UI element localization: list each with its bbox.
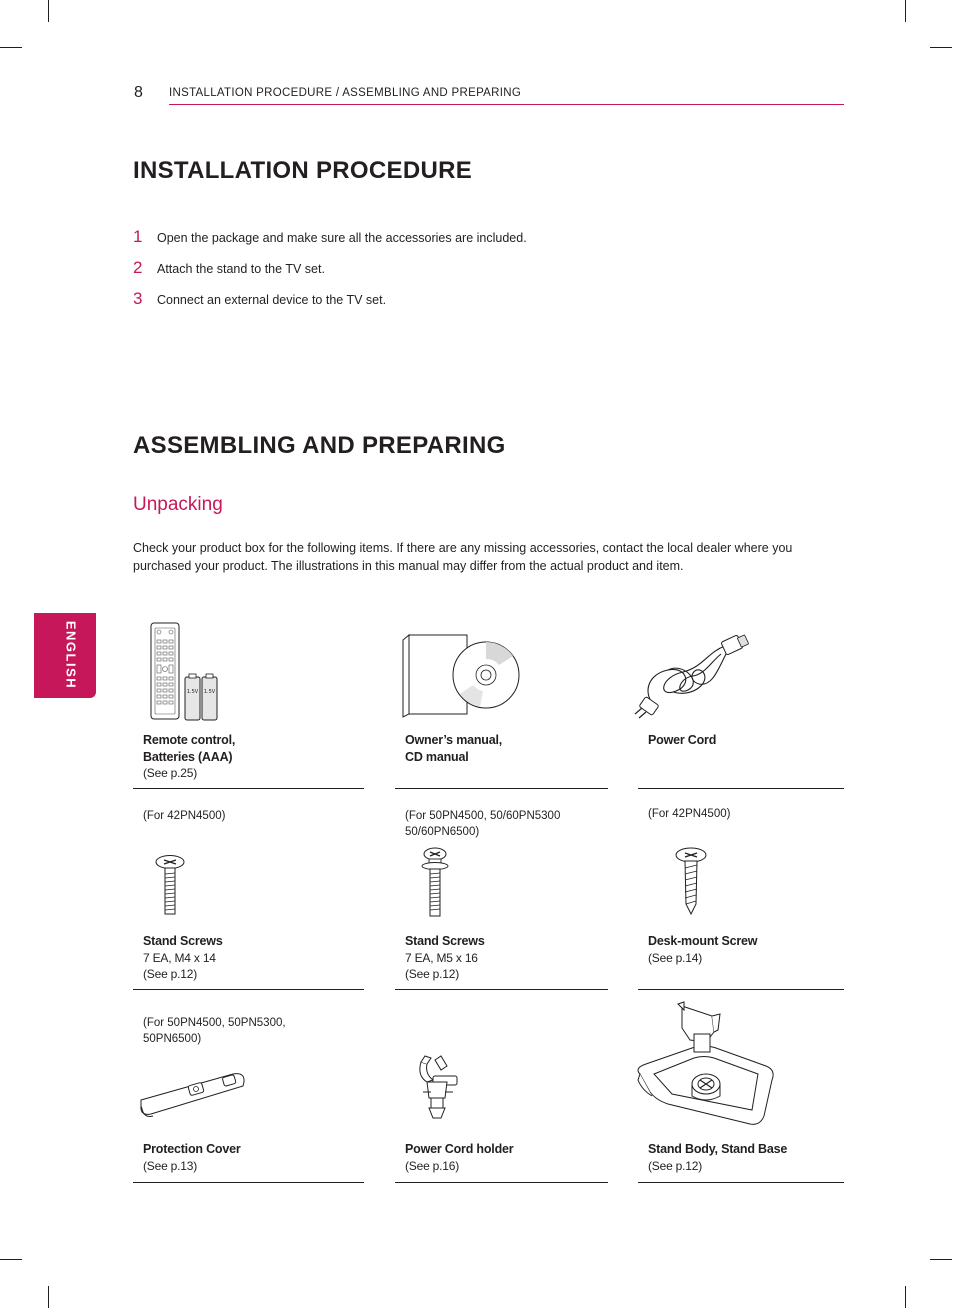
- step-number: 1: [133, 227, 143, 246]
- language-tab-label: ENGLISH: [63, 620, 79, 690]
- crop-mark: [0, 47, 22, 48]
- stand-icon: [632, 1000, 778, 1130]
- item-label: [648, 1141, 787, 1174]
- item-divider: [133, 1182, 364, 1183]
- item-power-cord-holder: [395, 1008, 608, 1184]
- item-model-note: (For 42PN4500): [143, 810, 226, 822]
- crop-mark: [0, 1259, 22, 1260]
- item-label-line: Stand Screws: [143, 934, 223, 948]
- crop-mark: [930, 47, 952, 48]
- item-spec: 7 EA, M4 x 14: [143, 950, 216, 965]
- item-label-line: Stand Body, Stand Base: [648, 1142, 788, 1156]
- step-text: Open the package and make sure all the accessories are included.: [157, 231, 527, 245]
- item-label: [405, 933, 485, 983]
- item-label-line: Stand Screws: [405, 934, 485, 948]
- remote-control-icon: [148, 620, 238, 722]
- item-model-note: (For 42PN4500): [648, 808, 731, 820]
- item-label: [143, 732, 235, 782]
- item-reference: (See p.16): [405, 1158, 460, 1173]
- item-stand-body-base: [638, 1000, 844, 1184]
- unpacking-subtitle: Unpacking: [133, 494, 223, 515]
- item-reference: (See p.12): [143, 967, 198, 981]
- step-text: Attach the stand to the TV set.: [157, 262, 325, 276]
- step-item: [133, 258, 527, 289]
- item-label: [648, 732, 716, 749]
- item-desk-mount-screw: [638, 800, 844, 990]
- item-divider: [395, 788, 608, 789]
- item-divider: [638, 989, 844, 990]
- item-divider: [638, 788, 844, 789]
- assembling-title: ASSEMBLING AND PREPARING: [133, 432, 506, 459]
- item-reference: (See p.13): [143, 1158, 198, 1173]
- item-reference: (See p.14): [648, 950, 703, 965]
- item-reference: (See p.12): [648, 1158, 703, 1173]
- running-header: INSTALLATION PROCEDURE / ASSEMBLING AND PREPARING: [169, 87, 522, 99]
- language-tab: [34, 613, 96, 698]
- item-label-line: Power Cord: [648, 733, 717, 747]
- item-label-line: Owner’s manual,: [405, 733, 503, 747]
- crop-mark: [905, 0, 906, 22]
- page-number: 8: [134, 84, 143, 101]
- item-divider: [395, 989, 608, 990]
- screw-washer-icon: [420, 846, 450, 920]
- item-stand-screws-m5: [395, 800, 608, 990]
- item-label-line: Power Cord holder: [405, 1142, 514, 1156]
- step-item: [133, 289, 527, 320]
- step-item: [133, 227, 527, 258]
- power-cord-icon: [633, 632, 753, 722]
- item-label-line: Protection Cover: [143, 1142, 241, 1156]
- installation-title: INSTALLATION PROCEDURE: [133, 157, 473, 184]
- item-label: [405, 732, 502, 765]
- item-label-line: Desk-mount Screw: [648, 934, 758, 948]
- item-remote-control: [133, 612, 364, 792]
- step-number: 3: [133, 289, 143, 308]
- crop-mark: [905, 1286, 906, 1308]
- item-spec: 7 EA, M5 x 16: [405, 950, 478, 965]
- manual-cd-icon: [400, 632, 522, 718]
- item-label-line: CD manual: [405, 749, 469, 764]
- item-label-line: Batteries (AAA): [143, 749, 233, 764]
- item-label: [143, 1141, 241, 1174]
- item-divider: [395, 1182, 608, 1183]
- item-model-note: (For 50PN4500, 50PN5300, 50PN6500): [143, 1017, 286, 1045]
- item-divider: [133, 788, 364, 789]
- crop-mark: [48, 0, 49, 22]
- desk-screw-icon: [674, 846, 708, 916]
- step-number: 2: [133, 258, 143, 277]
- step-text: Connect an external device to the TV set.: [157, 293, 387, 307]
- item-divider: [133, 989, 364, 990]
- battery-marking: 1.5V: [203, 689, 216, 695]
- item-reference: (See p.25): [143, 766, 198, 780]
- item-label: [405, 1141, 513, 1174]
- item-label: [143, 933, 223, 983]
- item-model-note: (For 50PN4500, 50/60PN5300 50/60PN6500): [405, 810, 561, 838]
- item-label-line: Remote control,: [143, 733, 236, 747]
- battery-marking: 1.5V: [186, 689, 199, 695]
- screw-icon: [153, 854, 187, 918]
- crop-mark: [930, 1259, 952, 1260]
- item-stand-screws-m4: [133, 800, 364, 990]
- item-label: [648, 933, 757, 966]
- protection-cover-icon: [137, 1070, 249, 1120]
- item-reference: (See p.12): [405, 967, 460, 981]
- item-power-cord: [638, 612, 844, 792]
- item-owners-manual: [395, 612, 608, 792]
- item-divider: [638, 1182, 844, 1183]
- item-protection-cover: [133, 1008, 364, 1184]
- cord-holder-icon: [413, 1052, 465, 1122]
- crop-mark: [48, 1286, 49, 1308]
- steps-list: [133, 227, 527, 320]
- unpacking-intro: Check your product box for the following items. If there are any missing accessories, contact the local dealer where you purchased your product. The illustrations in this manual may differ from the actual product and item.: [133, 541, 793, 573]
- header-rule: [169, 104, 844, 105]
